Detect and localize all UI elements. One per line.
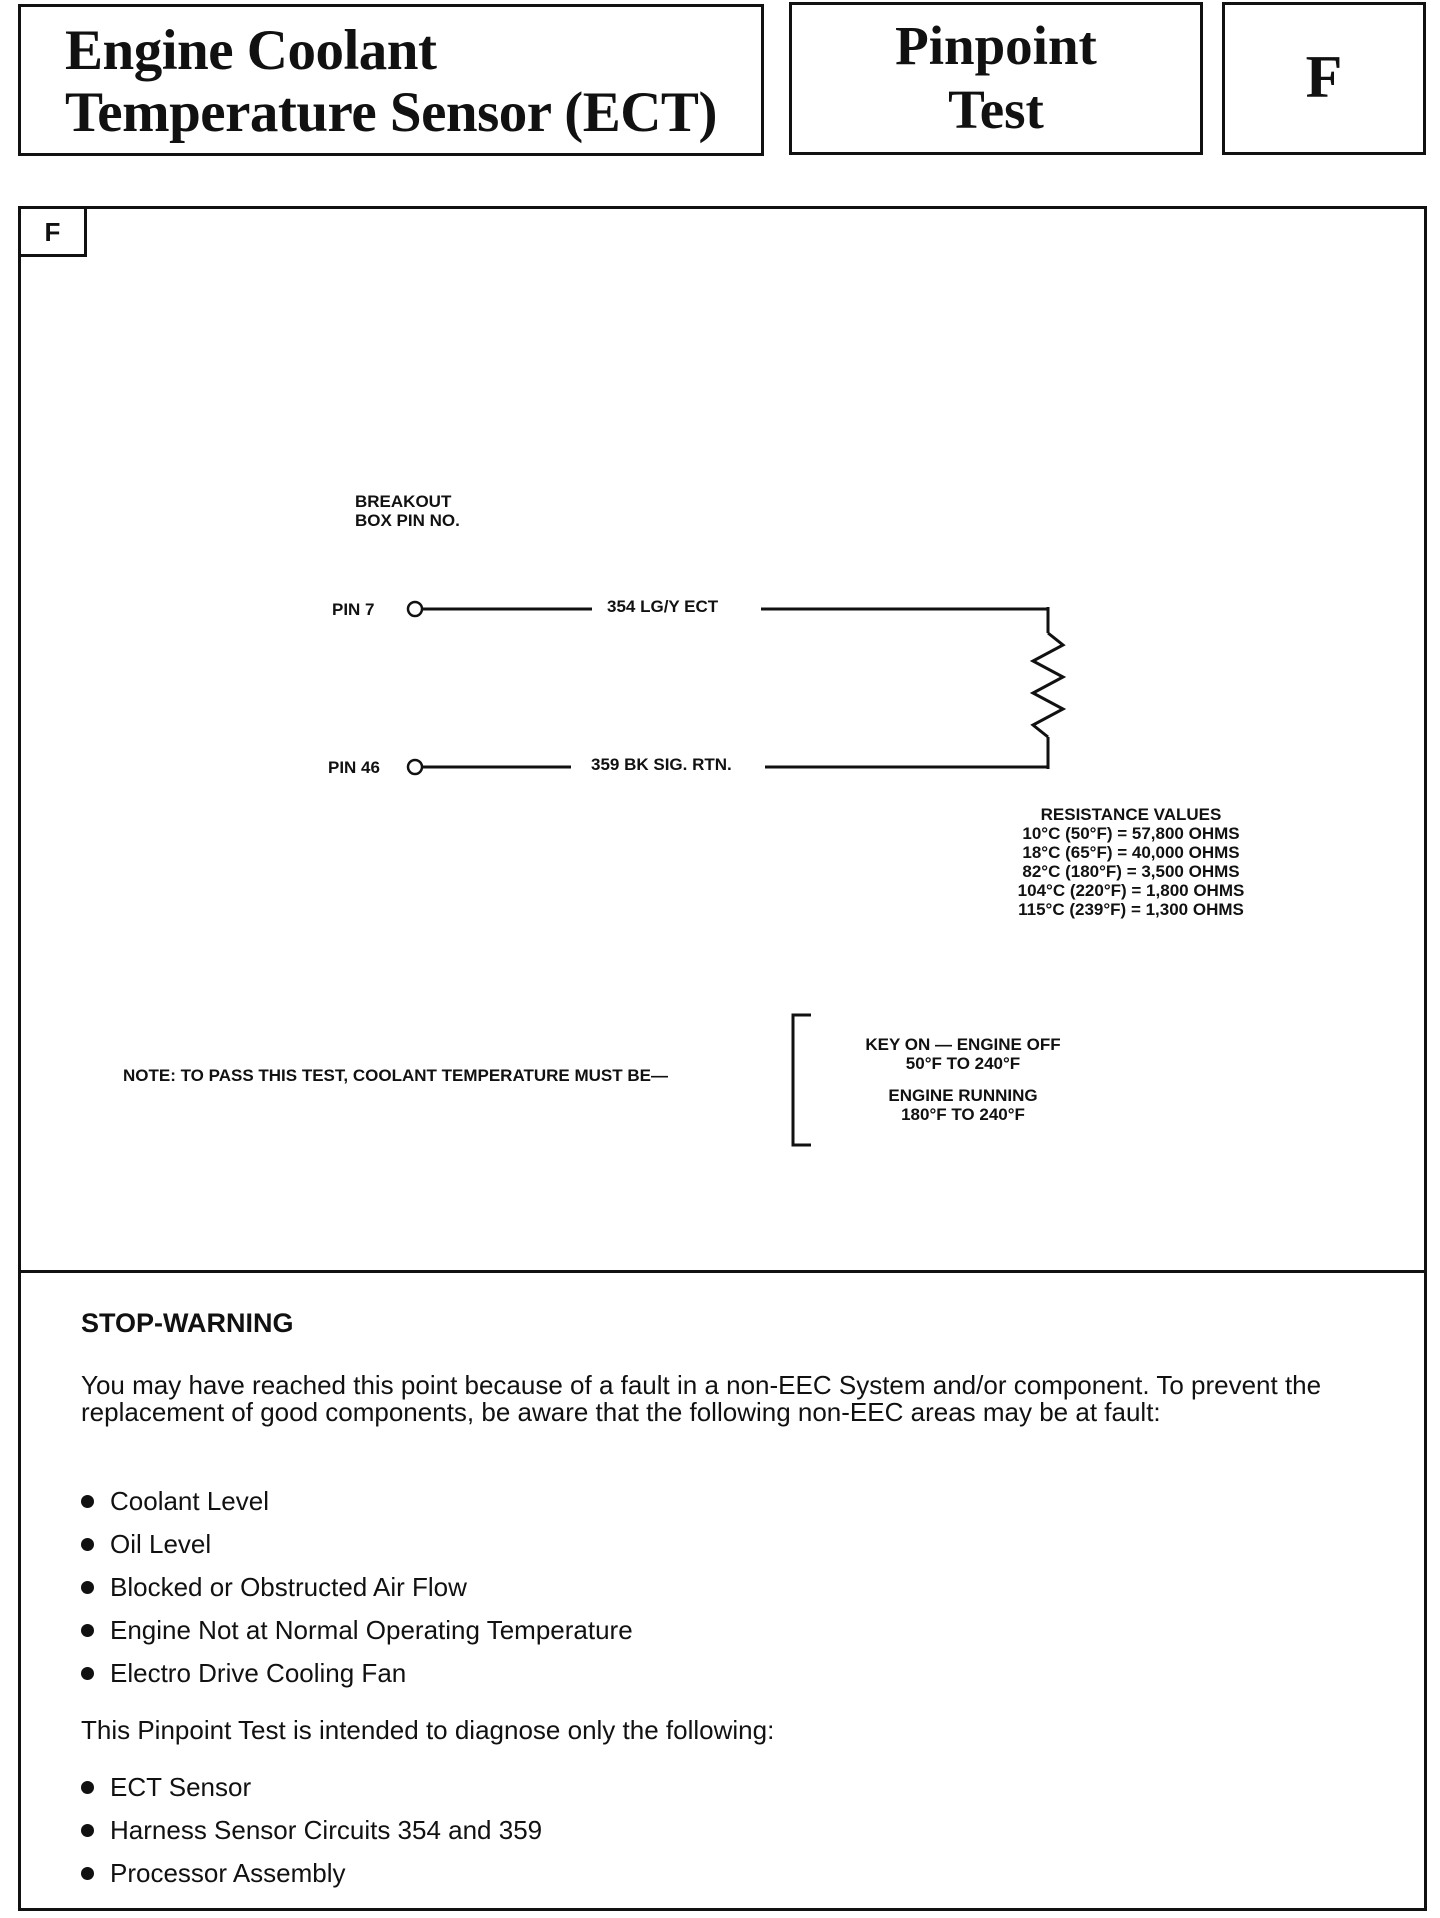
bullet-icon: [81, 1824, 94, 1837]
list-item: [81, 1809, 542, 1852]
section-label-line2: Test: [948, 79, 1044, 140]
list-item-text: Coolant Level: [110, 1486, 269, 1516]
list-item: [81, 1566, 633, 1609]
list-item: [81, 1652, 633, 1695]
title-box: [18, 4, 764, 156]
list-item-text: Blocked or Obstructed Air Flow: [110, 1572, 467, 1602]
pin7-terminal: [408, 602, 422, 616]
list-item: [81, 1852, 542, 1895]
wire-354-label: 354 LG/Y ECT: [607, 597, 719, 616]
pin7-label: PIN 7: [332, 600, 375, 619]
section-divider: [21, 1270, 1424, 1273]
warning-title: STOP-WARNING: [81, 1308, 294, 1338]
breakout-label-line2: BOX PIN NO.: [355, 511, 460, 530]
page-title-line1: Engine Coolant: [65, 19, 437, 82]
bullet-icon: [81, 1581, 94, 1594]
pin46-label: PIN 46: [328, 758, 380, 777]
list-item: [81, 1609, 633, 1652]
list-item-text: Harness Sensor Circuits 354 and 359: [110, 1815, 543, 1845]
resistance-title: RESISTANCE VALUES: [1040, 805, 1222, 824]
section-box: [789, 2, 1203, 155]
test-letter-box: [1222, 2, 1426, 155]
bullet-icon: [81, 1624, 94, 1637]
resistance-value: 82°C (180°F) = 3,500 OHMS: [1022, 862, 1240, 881]
bullet-icon: [81, 1495, 94, 1508]
list-item-text: ECT Sensor: [110, 1772, 252, 1802]
bullet-icon: [81, 1538, 94, 1551]
warning-body: You may have reached this point because of a fault in a non-EEC System and/or component. To prevent the replacement of good components, be aware that the following non-EEC areas may be at fault:: [81, 1370, 1322, 1427]
list-item-text: Oil Level: [110, 1529, 212, 1559]
list-item-text: Processor Assembly: [110, 1858, 346, 1888]
bullet-icon: [81, 1667, 94, 1680]
frame-tag: F: [21, 209, 87, 257]
condition1-range: 50°F TO 240°F: [905, 1054, 1021, 1073]
list-item: [81, 1766, 542, 1809]
page-title-line2: Temperature Sensor (ECT): [65, 81, 717, 144]
wire-359-label: 359 BK SIG. RTN.: [591, 755, 732, 774]
resistance-value: 104°C (220°F) = 1,800 OHMS: [1017, 881, 1245, 900]
bullet-icon: [81, 1867, 94, 1880]
ect-resistor: [1033, 633, 1063, 737]
section-label-line1: Pinpoint: [895, 15, 1097, 76]
list-item-text: Electro Drive Cooling Fan: [110, 1658, 407, 1688]
condition-bracket: [793, 1015, 811, 1145]
resistance-value: 115°C (239°F) = 1,300 OHMS: [1018, 900, 1244, 919]
condition1-label: KEY ON — ENGINE OFF: [865, 1035, 1061, 1054]
list-item-text: Engine Not at Normal Operating Temperature: [110, 1615, 633, 1645]
resistance-value: 18°C (65°F) = 40,000 OHMS: [1022, 843, 1240, 862]
schematic-diagram: [21, 209, 1424, 1269]
scope-intro: This Pinpoint Test is intended to diagnose only the following:: [81, 1715, 775, 1745]
resistance-value: 10°C (50°F) = 57,800 OHMS: [1022, 824, 1240, 843]
condition2-range: 180°F TO 240°F: [901, 1105, 1025, 1124]
list-item: [81, 1523, 633, 1566]
condition2-label: ENGINE RUNNING: [888, 1086, 1038, 1105]
breakout-label-line1: BREAKOUT: [355, 492, 452, 511]
bullet-icon: [81, 1781, 94, 1794]
list-item: [81, 1480, 633, 1523]
test-letter: F: [1305, 44, 1343, 110]
test-note: NOTE: TO PASS THIS TEST, COOLANT TEMPERATURE MUST BE—: [123, 1066, 668, 1085]
pin46-terminal: [408, 760, 422, 774]
fault-area-list: [81, 1480, 633, 1695]
scope-list: [81, 1766, 542, 1895]
